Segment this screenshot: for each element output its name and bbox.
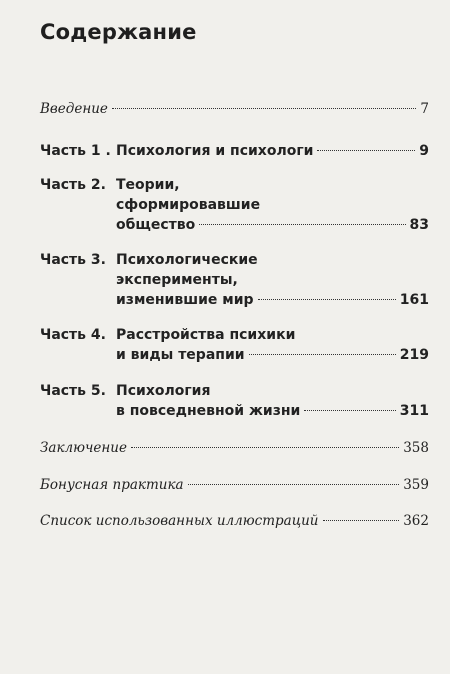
toc-entry-title: Введение [40,101,108,117]
part-number: Часть 4. [40,327,106,343]
toc-entry-title-line: изменившие мир [116,292,254,308]
toc-entry-title-line: в повседневной жизни [116,403,301,419]
dot-leader [112,108,417,109]
toc-page-number: 358 [403,440,429,456]
toc-entry-part-2 [40,175,429,235]
toc-entry-title: Психология и психологи [116,143,314,159]
dot-leader [317,150,415,151]
part-number: Часть 3. [40,252,106,268]
toc-page-number: 311 [399,403,429,419]
toc-entry-part-5 [40,381,429,421]
toc-page-number: 9 [419,143,429,159]
toc-entry-title-line: эксперименты, [116,272,238,288]
toc-entry-title: Бонусная практика [40,477,184,493]
toc-entry-part-1 [40,141,429,161]
toc-entry-title: Список использованных иллюстраций [40,513,319,529]
dot-leader [323,520,400,521]
toc-entry-title: Психологические [116,252,258,268]
toc-entry-introduction [40,99,429,119]
part-number: Часть 1 . [40,143,111,159]
part-number: Часть 2. [40,177,106,193]
dot-leader [249,354,396,355]
toc-page-number: 7 [420,101,429,117]
contents-heading: Содержание [40,20,197,44]
toc-entry-title: Заключение [40,440,127,456]
toc-entry-conclusion [40,438,429,458]
toc-entry-part-3 [40,250,429,310]
toc-page-number: 161 [399,292,429,308]
toc-entry-title-line: и виды терапии [116,347,245,363]
toc-page-number: 362 [403,513,429,529]
toc-entry-title: Психология [116,383,211,399]
toc-entry-title: Расстройства психики [116,327,296,343]
toc-entry-bonus-practice [40,475,429,495]
toc-entry-title-line: общество [116,217,196,233]
dot-leader [199,224,405,225]
toc-page-number: 359 [403,477,429,493]
toc-entry-illustrations [40,511,429,531]
part-number: Часть 5. [40,383,106,399]
toc-page-number: 219 [399,347,429,363]
dot-leader [304,410,395,411]
toc-entry-part-4 [40,325,429,365]
toc-entry-title: Теории, [116,177,180,193]
dot-leader [258,299,396,300]
toc-page-number: 83 [409,217,429,233]
toc-entry-title-line: сформировавшие [116,197,261,213]
dot-leader [188,484,400,485]
dot-leader [131,447,399,448]
